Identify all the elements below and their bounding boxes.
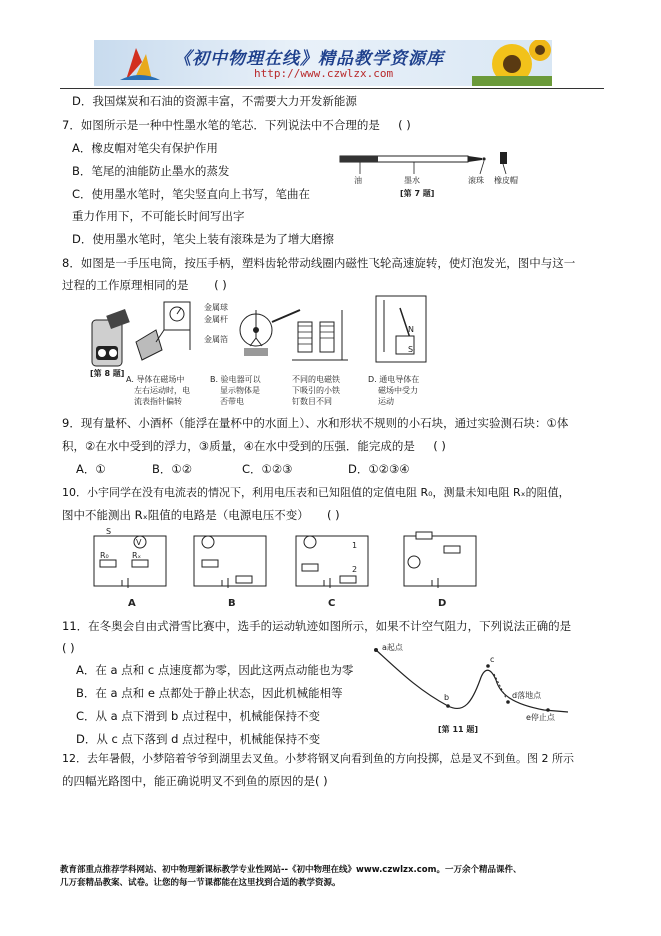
q11-stem: 11．在冬奥会自由式滑雪比赛中，选手的运动轨迹如图所示，如果不计空气阻力，下列说法正确的是 (62, 619, 572, 633)
q12-stem-line1: 12．去年暑假，小梦陪着爷爷到湖里去叉鱼。小梦将钢叉向看到鱼的方向投掷，总是叉不到鱼。图 2 所示 (62, 752, 574, 765)
q9-stem-line1: 9．现有量杯、小酒杯（能浮在量杯中的水面上）、水和形状不规则的小石块，通过实验测石块：①体 (62, 416, 569, 430)
q8-option-c-line2: 下吸引的小铁 (292, 386, 340, 395)
q8-option-d-line1: D. 通电导体在 (368, 375, 420, 384)
q11-ski-trajectory-figure (368, 640, 572, 736)
q10-symbol-switch: S (106, 527, 112, 536)
q10-symbol-throw-2: 2 (352, 565, 358, 574)
q11-label-d: d落地点 (512, 691, 542, 700)
q11-label-c: c (490, 655, 495, 664)
site-logo-icon (112, 40, 172, 86)
q7-option-b: B．笔尾的油能防止墨水的蒸发 (72, 164, 230, 178)
q8-label-s: S (408, 345, 414, 354)
q9-stem-line2: 积，②在水中受到的浮力，③质量，④在水中受到的压强．能完成的是 ( ) (62, 439, 446, 453)
q7-answer-blank: ( ) (398, 118, 411, 132)
q11-figure-caption: [第 11 题] (438, 725, 479, 734)
q8-stem-line2: 过程的工作原理相同的是 ( ) (62, 278, 227, 292)
q11-option-d: D．从 c 点下落到 d 点过程中，机械能保持不变 (76, 732, 321, 746)
q11-option-c: C．从 a 点下滑到 b 点过程中，机械能保持不变 (76, 709, 320, 723)
q11-label-b: b (444, 693, 450, 702)
q10-symbol-rx: Rₓ (132, 551, 142, 560)
q6-option-d: D．我国煤炭和石油的资源丰富，不需要大力开发新能源 (72, 94, 357, 108)
banner-url[interactable]: http://www.czwlzx.com (254, 67, 394, 80)
q7-label-ink: 墨水 (404, 176, 420, 185)
q7-pen-refill-figure (334, 150, 534, 200)
q9-option-c: C．①②③ (242, 462, 293, 476)
q10-stem-line2: 图中不能测出 Rₓ阻值的电路是（电源电压不变） ( ) (62, 508, 340, 522)
header-rule (60, 88, 604, 89)
q8-option-c-line3: 钉数目不同 (292, 397, 332, 406)
q9-option-b: B．①② (152, 462, 193, 476)
q8-option-b-line2: 显示物体是 (220, 386, 260, 395)
q8-option-b-line3: 否带电 (220, 397, 244, 406)
q8-label-metal-ball: 金属球 (204, 303, 228, 312)
sunflower-icon (472, 40, 552, 86)
q10-label-b: B (228, 598, 236, 609)
q10-answer-blank: ( ) (327, 508, 340, 522)
q7-option-d: D．使用墨水笔时，笔尖上装有滚珠是为了增大磨擦 (72, 232, 334, 246)
header-banner (94, 40, 552, 86)
q7-label-cap: 橡皮帽 (494, 176, 518, 185)
q8-label-metal-rod: 金属杆 (204, 315, 228, 324)
q8-option-a-line3: 流表指针偏转 (134, 397, 182, 406)
q8-option-b-line1: B. 验电器可以 (210, 375, 261, 384)
q10-label-c: C (328, 598, 336, 609)
q8-figure (86, 290, 442, 410)
q10-label-d: D (438, 598, 447, 609)
q7-option-a: A．橡皮帽对笔尖有保护作用 (72, 141, 218, 155)
q8-label-n: N (408, 325, 414, 334)
q7-label-ball: 滚珠 (468, 176, 484, 185)
q8-option-d-line3: 运动 (378, 397, 394, 406)
q12-stem-line2: 的四幅光路图中，能正确说明叉不到鱼的原因的是( ) (62, 774, 328, 788)
q8-option-a-line1: A. 导体在磁场中 (126, 375, 185, 384)
footer-line-2: 几万套精品教案、试卷。让您的每一节课都能在这里找到合适的教学资源。 (60, 878, 341, 888)
q8-option-d-line2: 磁场中受力 (378, 386, 418, 395)
q11-label-a: a起点 (382, 643, 403, 652)
q9-option-a: A．① (76, 462, 106, 476)
q11-answer-blank: ( ) (62, 641, 75, 655)
q10-symbol-r0: R₀ (100, 551, 109, 560)
q10-symbol-voltmeter: V (136, 538, 142, 547)
q10-symbol-throw-1: 1 (352, 541, 358, 550)
q8-answer-blank: ( ) (214, 278, 227, 292)
q11-label-e: e停止点 (526, 713, 555, 722)
q8-stem-line1: 8．如图是一手压电筒，按压手柄，塑料齿轮带动线圈内磁性飞轮高速旋转，使灯泡发光，图中与这一 (62, 256, 576, 270)
q7-option-c-cont: 重力作用下，不可能长时间写出字 (72, 209, 245, 223)
footer-line-1: 教育部重点推荐学科网站、初中物理新课标教学专业性网站--《初中物理在线》www.czwlzx.com。一万余个精品课件、 (60, 865, 522, 875)
q8-figure-caption: [第 8 题] (90, 369, 125, 378)
q10-circuits-figure (88, 526, 488, 612)
q8-option-c-line1: 不同的电磁铁 (292, 375, 340, 384)
q10-label-a: A (128, 598, 136, 609)
q10-stem-line1: 10．小宇同学在没有电流表的情况下，利用电压表和已知阻值的定值电阻 R₀，测量未知电阻 Rₓ的阻值， (62, 486, 570, 499)
q8-option-a-line2: 左右运动时，电 (134, 386, 190, 395)
q7-figure-caption: [第 7 题] (400, 189, 435, 198)
q9-answer-blank: ( ) (433, 439, 446, 453)
q11-option-a: A．在 a 点和 c 点速度都为零，因此这两点动能也为零 (76, 663, 354, 677)
banner-title: 《初中物理在线》精品教学资源库 (174, 49, 444, 69)
q7-option-c: C．使用墨水笔时，笔尖竖直向上书写，笔曲在 (72, 187, 311, 201)
q7-label-oil: 油 (354, 176, 362, 185)
q7-stem: 7．如图所示是一种中性墨水笔的笔芯．下列说法中不合理的是 ( ) (62, 118, 411, 132)
q11-option-b: B．在 a 点和 e 点都处于静止状态，因此机械能相等 (76, 686, 343, 700)
q9-option-d: D．①②③④ (348, 462, 410, 476)
q8-label-metal-foil: 金属箔 (204, 335, 228, 344)
